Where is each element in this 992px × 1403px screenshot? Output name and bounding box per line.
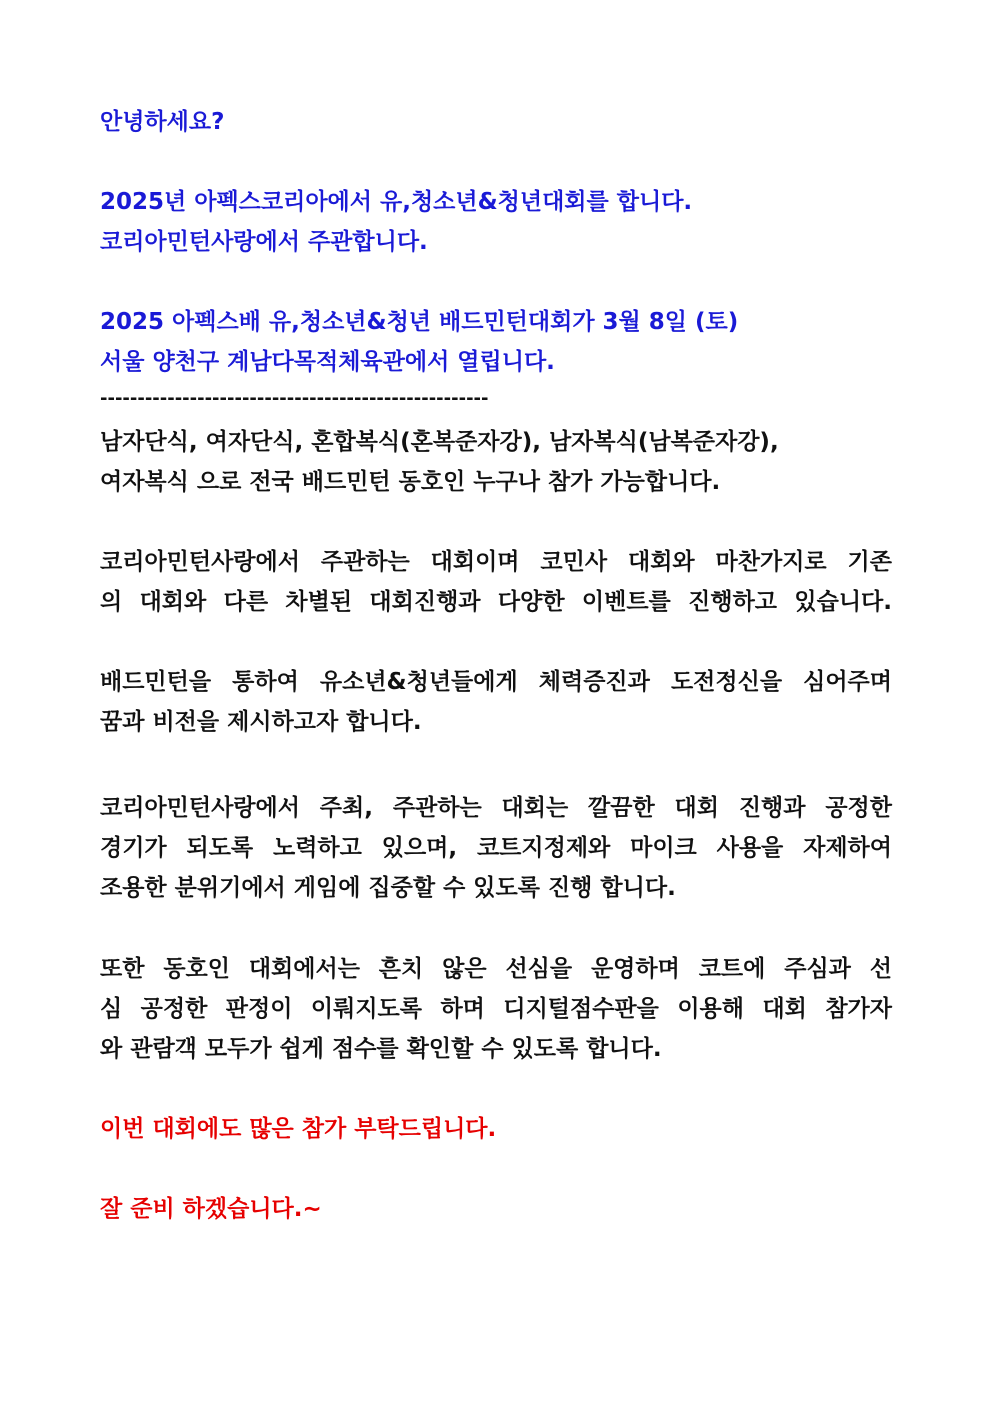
paragraph-3-line-2: 경기가 되도록 노력하고 있으며, 코트지정제와 마이크 사용을 자제하여	[100, 835, 892, 861]
categories-line-2: 여자복식 으로 전국 배드민턴 동호인 누구나 참가 가능합니다.	[100, 469, 721, 495]
paragraph-4-line-2: 심 공정한 판정이 이뤄지도록 하며 디지털점수판을 이용해 대회 참가자	[100, 996, 892, 1022]
divider-line: ----------------------------------------------------	[100, 388, 489, 409]
paragraph-1-line-2: 의 대회와 다른 차별된 대회진행과 다양한 이벤트를 진행하고 있습니다.	[100, 589, 892, 615]
paragraph-2-line-2: 꿈과 비전을 제시하고자 합니다.	[100, 709, 422, 735]
intro-line-1: 2025년 아펙스코리아에서 유,청소년&청년대회를 합니다.	[100, 189, 693, 215]
paragraph-4-line-3: 와 관람객 모두가 쉽게 점수를 확인할 수 있도록 합니다.	[100, 1036, 662, 1062]
event-line-2: 서울 양천구 계남다목적체육관에서 열립니다.	[100, 349, 555, 375]
event-line-1: 2025 아펙스배 유,청소년&청년 배드민턴대회가 3월 8일 (토)	[100, 309, 739, 335]
paragraph-4-line-1: 또한 동호인 대회에서는 흔치 않은 선심을 운영하며 코트에 주심과 선	[100, 956, 892, 982]
intro-line-2: 코리아민턴사랑에서 주관합니다.	[100, 229, 428, 255]
categories-line-1: 남자단식, 여자단식, 혼합복식(혼복준자강), 남자복식(남복준자강),	[100, 429, 779, 455]
paragraph-1-line-1: 코리아민턴사랑에서 주관하는 대회이며 코민사 대회와 마찬가지로 기존	[100, 549, 892, 575]
closing-line-2: 잘 준비 하겠습니다.~	[100, 1196, 322, 1222]
paragraph-2-line-1: 배드민턴을 통하여 유소년&청년들에게 체력증진과 도전정신을 심어주며	[100, 669, 892, 695]
closing-line-1: 이번 대회에도 많은 참가 부탁드립니다.	[100, 1116, 497, 1142]
paragraph-3-line-1: 코리아민턴사랑에서 주최, 주관하는 대회는 깔끔한 대회 진행과 공정한	[100, 795, 892, 821]
greeting: 안녕하세요?	[100, 109, 225, 135]
paragraph-3-line-3: 조용한 분위기에서 게임에 집중할 수 있도록 진행 합니다.	[100, 875, 676, 901]
